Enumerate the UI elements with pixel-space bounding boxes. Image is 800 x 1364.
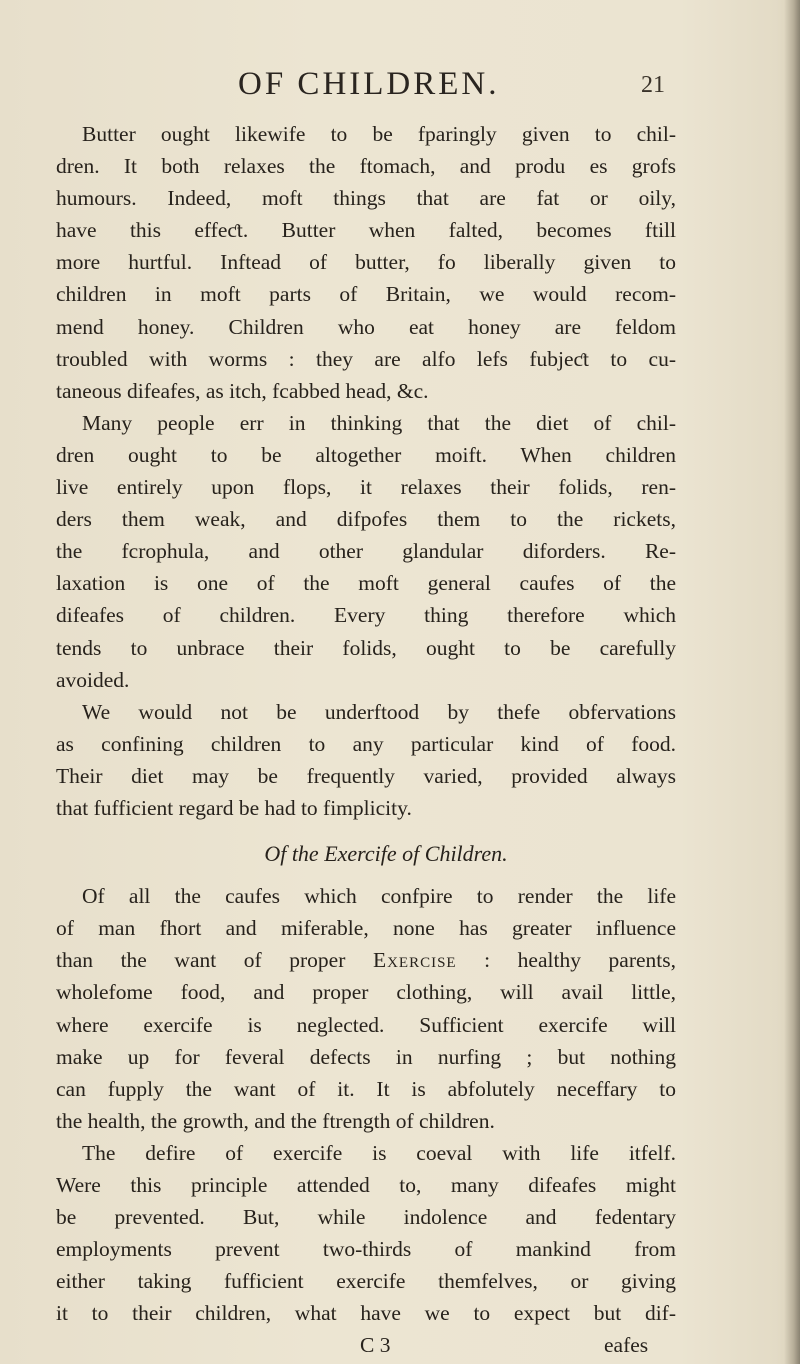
text-line: laxation is one of the moft general caufes of the: [56, 571, 676, 596]
text-line: troubled with worms : they are alfo lefs fubjeƈt to cu-: [56, 346, 676, 371]
small-caps-term: Exercise: [372, 948, 457, 973]
text-line: either taking fufficient exercife themfelves, or giving: [56, 1269, 676, 1294]
text-line: have this effeƈt. Butter when falted, becomes ftill: [56, 218, 676, 243]
text-line: Their diet may be frequently varied, provided always: [56, 763, 676, 788]
text-line: tends to unbrace their folids, ought to be carefully: [56, 635, 676, 660]
text-segment: than the want of proper: [56, 948, 373, 973]
text-line: where exercife is neglected. Sufficient exercife will: [56, 1012, 676, 1037]
text-line: make up for feveral defects in nurfing ; but nothing: [56, 1044, 676, 1069]
text-line: of man fhort and miferable, none has greater influence: [56, 916, 676, 941]
running-title: OF CHILDREN.: [238, 66, 500, 102]
page-number: 21: [641, 72, 665, 98]
text-segment: : healthy parents,: [456, 948, 676, 973]
catchword: eafes: [604, 1333, 649, 1358]
text-line: The defire of exercife is coeval with life itfelf.: [82, 1140, 676, 1165]
text-line: the fcrophula, and other glandular diforders. Re-: [56, 539, 676, 564]
text-line: can fupply the want of it. It is abfolutely neceffary to: [56, 1076, 676, 1101]
text-line: mend honey. Children who eat honey are feldom: [56, 314, 676, 339]
page-header: [0, 66, 800, 106]
text-line: ders them weak, and difpofes them to the rickets,: [56, 507, 676, 532]
text-line: dren ought to be altogether moift. When children: [56, 442, 676, 467]
text-line: as confining children to any particular kind of food.: [56, 731, 676, 756]
text-line: Many people err in thinking that the diet of chil-: [82, 410, 676, 435]
text-line: Were this principle attended to, many difeafes might: [56, 1173, 676, 1197]
text-line: that fufficient regard be had to fimplicity.: [56, 795, 412, 820]
text-line: taneous difeafes, as itch, fcabbed head, &c.: [56, 378, 429, 403]
text-line: it to their children, what have we to expect but dif-: [56, 1301, 676, 1326]
body-text: [56, 118, 676, 1362]
text-line: children in moft parts of Britain, we would recom-: [56, 282, 676, 307]
text-line: more hurtful. Inftead of butter, fo liberally given to: [56, 250, 676, 275]
signature-mark: C 3: [360, 1333, 391, 1358]
section-heading: Of the Exercife of Children.: [264, 841, 508, 867]
text-line: wholefome food, and proper clothing, will avail little,: [56, 980, 676, 1005]
text-line: We would not be underftood by thefe obfervations: [82, 699, 676, 724]
text-line: Of all the caufes which confpire to render the life: [82, 884, 676, 909]
text-line: [56, 944, 676, 976]
text-line: dren. It both relaxes the ftomach, and produ es grofs: [56, 154, 676, 179]
text-line: Butter ought likewife to be fparingly given to chil-: [82, 122, 676, 146]
text-line: the health, the growth, and the ftrength of children.: [56, 1108, 495, 1133]
text-line: employments prevent two-thirds of mankind from: [56, 1237, 676, 1262]
text-line: be prevented. But, while indolence and fedentary: [56, 1205, 676, 1230]
page-footer: [56, 1329, 676, 1361]
page-edge-shadow: [784, 0, 800, 1364]
text-line: live entirely upon flops, it relaxes their folids, ren-: [56, 475, 676, 500]
text-line: humours. Indeed, moft things that are fat or oily,: [56, 186, 676, 211]
text-line: avoided.: [56, 667, 130, 692]
text-line: difeafes of children. Every thing therefore which: [56, 603, 676, 628]
